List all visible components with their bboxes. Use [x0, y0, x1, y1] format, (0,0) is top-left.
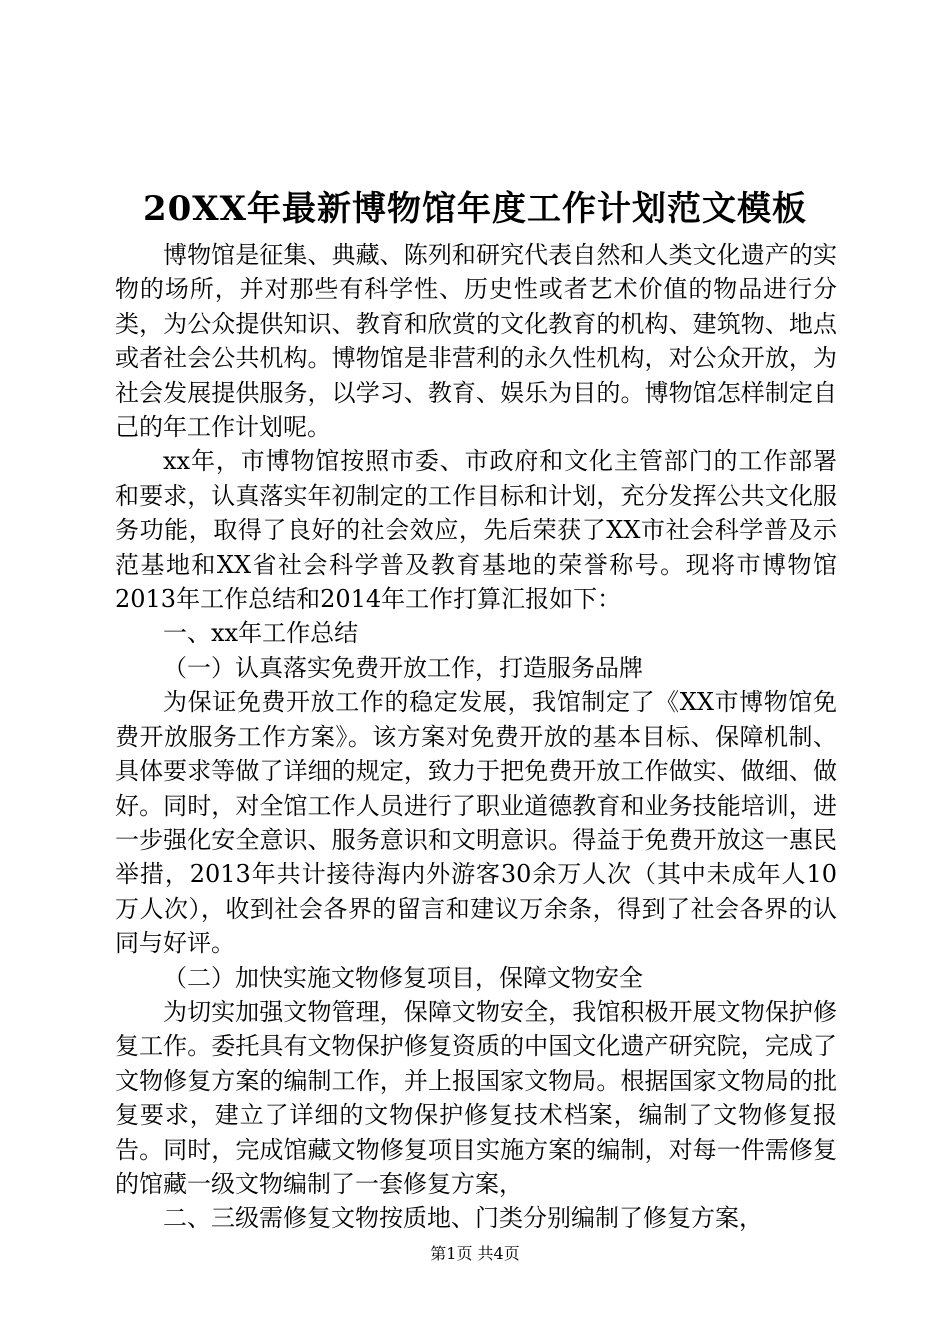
paragraph-restoration: 为切实加强文物管理，保障文物安全，我馆积极开展文物保护修复工作。委托具有文物保护修复资质的中国文化遗产研究院，完成了文物修复方案的编制工作，并上报国家文物局。根据国家文物局的批复要求，建立了详细的文物保护修复技术档案，编制了文物修复报告。同时，完成馆藏文物修复项目实施方案的编制，对每一件需修复的馆藏一级文物编制了一套修复方案，: [115, 997, 837, 1198]
document-body: [115, 238, 837, 1236]
document-title: 20XX年最新博物馆年度工作计划范文模板: [142, 189, 808, 229]
paragraph-overview: xx年，市博物馆按照市委、市政府和文化主管部门的工作部署和要求，认真落实年初制定的工作目标和计划，充分发挥公共文化服务功能，取得了良好的社会效应，先后荣获了XX市社会科学普及示范基地和XX省社会科学普及教育基地的荣誉称号。现将市博物馆2013年工作总结和2014年工作打算汇报如下：: [115, 447, 837, 614]
paragraph-free-opening: 为保证免费开放工作的稳定发展，我馆制定了《XX市博物馆免费开放服务工作方案》。该方案对免费开放的基本目标、保障机制、具体要求等做了详细的规定，致力于把免费开放工作做实、做细、做好。同时，对全馆工作人员进行了职业道德教育和业务技能培训，进一步强化安全意识、服务意识和文明意识。得益于免费开放这一惠民举措，2013年共计接待海内外游客30余万人次（其中未成年人10万人次），收到社会各界的留言和建议万余条，得到了社会各界的认同与好评。: [115, 688, 837, 958]
subsection-heading-1: （一）认真落实免费开放工作，打造服务品牌: [163, 653, 643, 682]
paragraph-intro: 博物馆是征集、典藏、陈列和研究代表自然和人类文化遗产的实物的场所，并对那些有科学性、历史性或者艺术价值的物品进行分类，为公众提供知识、教育和欣赏的文化教育的机构、建筑物、地点或者社会公共机构。博物馆是非营利的永久性机构，对公众开放，为社会发展提供服务，以学习、教育、娱乐为目的。博物馆怎样制定自己的年工作计划呢。: [115, 241, 837, 442]
section-heading-1: 一、xx年工作总结: [163, 619, 359, 648]
subsection-heading-2: （二）加快实施文物修复项目，保障文物安全: [163, 963, 643, 992]
paragraph-continued: 二、三级需修复文物按质地、门类分别编制了修复方案，: [163, 1204, 763, 1233]
page-footer: 第1页 共4页: [430, 1244, 520, 1263]
